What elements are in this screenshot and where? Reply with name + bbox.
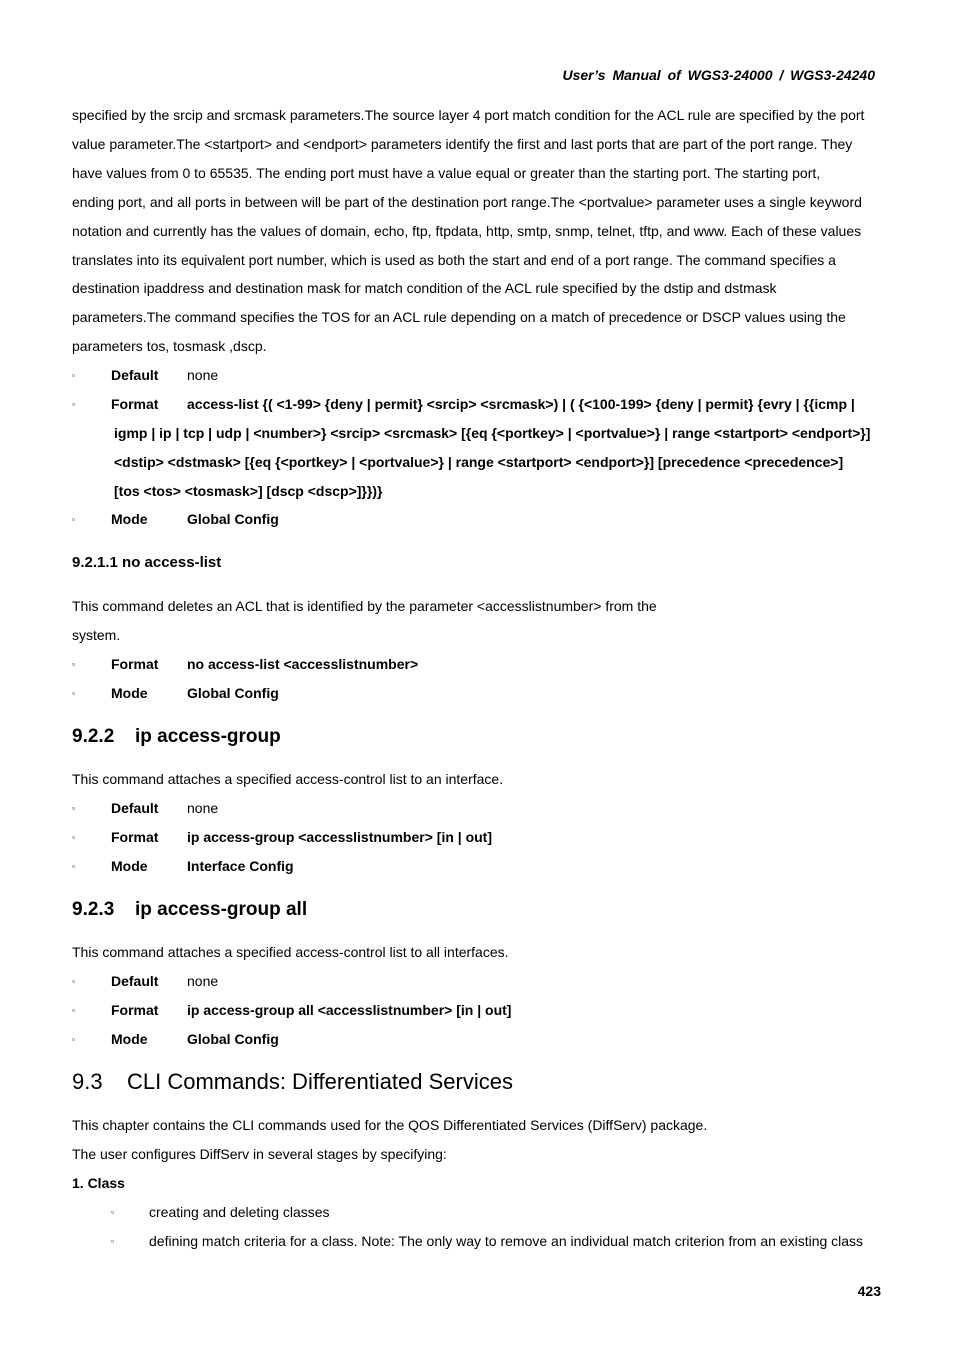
section-number: 9.2.2 xyxy=(72,726,115,747)
mode-label: Mode xyxy=(111,858,148,874)
list-item-text: defining match criteria for a class. Note: The only way to remove an individual match criterion from an existing class xyxy=(149,1233,864,1249)
default-value: none xyxy=(187,800,219,816)
bullet-icon: ▫ xyxy=(72,976,76,986)
format-continuation: [tos <tos> <tosmask>] [dscp <dscp>]}})} xyxy=(114,483,383,499)
section-number: 9.2.3 xyxy=(72,899,115,920)
default-value: none xyxy=(187,367,219,383)
section-heading: 9.2.1.1 no access-list xyxy=(72,554,222,571)
default-value: none xyxy=(187,973,219,989)
chapter-heading xyxy=(72,1069,513,1095)
intro-line: translates into its equivalent port number, which is used as both the start and end of a port range. The command specifies a xyxy=(72,251,836,268)
intro-line: have values from 0 to 65535. The ending port must have a value equal or greater than the starting port. The starting port, xyxy=(72,164,821,181)
section-description: This command deletes an ACL that is identified by the parameter <accesslistnumber> from the xyxy=(72,598,657,614)
default-label: Default xyxy=(111,973,159,989)
class-label: 1. Class xyxy=(72,1175,125,1191)
bullet-icon: ▫ xyxy=(72,514,76,524)
bullet-icon: ▫ xyxy=(72,803,76,813)
default-label: Default xyxy=(111,800,159,816)
bullet-icon: ▫ xyxy=(111,1236,115,1246)
format-value: ip access-group all <accesslistnumber> [in | out] xyxy=(187,1002,512,1018)
page-number: 423 xyxy=(857,1283,881,1299)
bullet-icon: ▫ xyxy=(72,1034,76,1044)
chapter-description: This chapter contains the CLI commands used for the QOS Differentiated Services (DiffServ) package. xyxy=(72,1117,708,1133)
bullet-icon: ▫ xyxy=(72,832,76,842)
mode-label: Mode xyxy=(111,511,148,527)
intro-line: parameters tos, tosmask ,dscp. xyxy=(72,338,267,355)
bullet-icon: ▫ xyxy=(72,1005,76,1015)
bullet-icon: ▫ xyxy=(72,370,76,380)
section-description: This command attaches a specified access-control list to an interface. xyxy=(72,771,504,787)
intro-line: value parameter.The <startport> and <endport> parameters identify the first and last ports that are part of the port range. They xyxy=(72,135,853,152)
section-description: This command attaches a specified access-control list to all interfaces. xyxy=(72,944,509,960)
section-description: system. xyxy=(72,627,121,643)
mode-value: Global Config xyxy=(187,685,279,701)
section-heading xyxy=(72,899,307,921)
intro-line: specified by the srcip and srcmask parameters.The source layer 4 port match condition for the ACL rule are specified by the port xyxy=(72,107,865,123)
bullet-icon: ▫ xyxy=(111,1207,115,1217)
intro-paragraph xyxy=(72,101,884,361)
bullet-icon: ▫ xyxy=(72,688,76,698)
format-label: Format xyxy=(111,1002,159,1018)
intro-line: parameters.The command specifies the TOS for an ACL rule depending on a match of precedence or DSCP values using the xyxy=(72,309,846,326)
mode-label: Mode xyxy=(111,685,148,701)
bullet-icon: ▫ xyxy=(72,659,76,669)
bullet-icon: ▫ xyxy=(72,399,76,409)
format-value: access-list {( <1-99> {deny | permit} <srcip> <srcmask>) | ( {<100-199> {deny | permit} {evry | {{icmp | xyxy=(187,396,855,412)
section-title: ip access-group all xyxy=(135,899,308,920)
format-label: Format xyxy=(111,656,159,672)
format-label: Format xyxy=(111,396,159,412)
list-item-text: creating and deleting classes xyxy=(149,1204,330,1220)
format-value: no access-list <accesslistnumber> xyxy=(187,656,419,672)
running-header: User’s Manual of WGS3-24000 / WGS3-24240 xyxy=(562,67,875,83)
format-continuation: igmp | ip | tcp | udp | <number>} <srcip> <srcmask> [{eq {<portkey> | <portvalue>} | range <startport> <endport>}] xyxy=(114,425,871,441)
chapter-number: 9.3 xyxy=(72,1069,103,1094)
chapter-title: CLI Commands: Differentiated Services xyxy=(127,1069,513,1094)
section-heading xyxy=(72,726,281,748)
intro-line: notation and currently has the values of domain, echo, ftp, ftpdata, http, smtp, snmp, telnet, tftp, and www. Each of these values xyxy=(72,222,862,239)
intro-line: ending port, and all ports in between will be part of the destination port range.The <portvalue> parameter uses a single keyword xyxy=(72,193,862,210)
intro-line: destination ipaddress and destination mask for match condition of the ACL rule specified by the dstip and dstmask xyxy=(72,280,777,297)
default-label: Default xyxy=(111,367,159,383)
format-label: Format xyxy=(111,829,159,845)
mode-value: Global Config xyxy=(187,1031,279,1047)
mode-value: Interface Config xyxy=(187,858,294,874)
format-value: ip access-group <accesslistnumber> [in | out] xyxy=(187,829,493,845)
format-continuation: <dstip> <dstmask> [{eq {<portkey> | <portvalue>} | range <startport> <endport>}] [precedence <precedence>] xyxy=(114,454,844,470)
section-title: ip access-group xyxy=(135,726,281,747)
mode-label: Mode xyxy=(111,1031,148,1047)
mode-value: Global Config xyxy=(187,511,279,527)
chapter-description: The user configures DiffServ in several stages by specifying: xyxy=(72,1146,447,1162)
bullet-icon: ▫ xyxy=(72,861,76,871)
